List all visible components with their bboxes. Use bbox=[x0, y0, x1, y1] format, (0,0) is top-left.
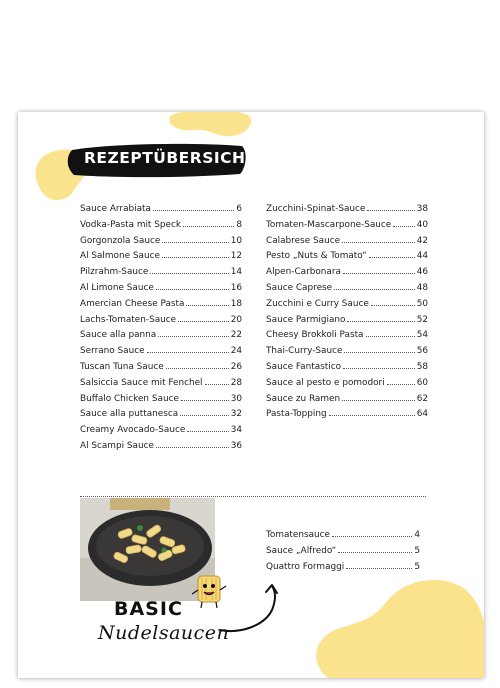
toc-entry-label: Calabrese Sauce bbox=[266, 235, 341, 246]
toc-entry bbox=[266, 394, 428, 410]
toc-entry-page-number: 6 bbox=[236, 204, 242, 214]
toc-leader-dots bbox=[150, 267, 228, 274]
toc-entry-page-number: 56 bbox=[416, 346, 428, 357]
toc-entry-page-number: 42 bbox=[416, 235, 428, 246]
toc-entry-page-number: 50 bbox=[416, 298, 428, 309]
toc-entry-page-number: 5 bbox=[414, 561, 420, 572]
toc-right-column bbox=[266, 204, 428, 425]
toc-leader-dots bbox=[343, 362, 415, 369]
toc-entry bbox=[80, 299, 242, 315]
toc-entry-page-number: 18 bbox=[230, 298, 242, 309]
toc-entry bbox=[266, 267, 428, 283]
toc-entry-page-number: 38 bbox=[416, 204, 428, 214]
toc-entry-label: Cheesy Brokkoli Pasta bbox=[266, 330, 364, 341]
toc-entry bbox=[266, 204, 428, 220]
toc-entry-page-number: 36 bbox=[230, 440, 242, 451]
toc-entry-page-number: 52 bbox=[416, 314, 428, 325]
toc-entry-page-number: 28 bbox=[230, 377, 242, 388]
yellow-blob-bottom-right bbox=[288, 578, 484, 678]
toc-entry-label: Alpen-Carbonara bbox=[266, 267, 341, 278]
toc-entry-label: Pilzrahm-Sauce bbox=[80, 267, 149, 278]
toc-entry bbox=[80, 441, 242, 457]
toc-entry-page-number: 34 bbox=[230, 425, 242, 436]
toc-leader-dots bbox=[181, 394, 229, 401]
toc-entry-page-number: 5 bbox=[414, 545, 420, 556]
toc-entry-page-number: 16 bbox=[230, 282, 242, 293]
toc-entry-label: Amercian Cheese Pasta bbox=[80, 298, 185, 309]
toc-leader-dots bbox=[178, 315, 229, 322]
toc-entry bbox=[80, 330, 242, 346]
toc-entry-page-number: 10 bbox=[230, 235, 242, 246]
toc-leader-dots bbox=[332, 530, 412, 537]
toc-entry-label: Sauce „Alfredo“ bbox=[266, 545, 337, 556]
toc-leader-dots bbox=[205, 378, 229, 385]
toc-leader-dots bbox=[329, 409, 415, 416]
toc-entry bbox=[266, 562, 420, 578]
toc-entry bbox=[266, 530, 420, 546]
yellow-blob-top-right bbox=[166, 112, 256, 144]
toc-leader-dots bbox=[369, 251, 415, 258]
toc-entry bbox=[266, 346, 428, 362]
toc-entry-page-number: 14 bbox=[230, 267, 242, 278]
curved-arrow-icon bbox=[214, 582, 294, 644]
toc-entry bbox=[266, 330, 428, 346]
toc-leader-dots bbox=[342, 236, 415, 243]
toc-leader-dots bbox=[334, 283, 415, 290]
toc-leader-dots bbox=[186, 299, 228, 306]
toc-entry-page-number: 60 bbox=[416, 377, 428, 388]
toc-entry bbox=[80, 362, 242, 378]
toc-entry-label: Al Limone Sauce bbox=[80, 282, 154, 293]
toc-entry-label: Pasta-Topping bbox=[266, 409, 327, 420]
toc-entry-label: Zucchini e Curry Sauce bbox=[266, 298, 369, 309]
toc-entry bbox=[266, 299, 428, 315]
toc-entry-page-number: 24 bbox=[230, 346, 242, 357]
toc-leader-dots bbox=[183, 220, 234, 227]
toc-entry-page-number: 44 bbox=[416, 251, 428, 262]
cookbook-page bbox=[18, 112, 484, 678]
toc-leader-dots bbox=[158, 330, 228, 337]
toc-entry bbox=[80, 425, 242, 441]
toc-leader-dots bbox=[347, 315, 414, 322]
toc-entry-label: Lachs-Tomaten-Sauce bbox=[80, 314, 177, 325]
toc-entry-page-number: 54 bbox=[416, 330, 428, 341]
toc-entry bbox=[266, 409, 428, 425]
toc-entry-page-number: 64 bbox=[416, 409, 428, 420]
toc-left-column bbox=[80, 204, 242, 457]
toc-entry-label: Vodka-Pasta mit Speck bbox=[80, 219, 181, 230]
toc-entry-label: Zucchini-Spinat-Sauce bbox=[266, 204, 366, 214]
toc-leader-dots bbox=[153, 204, 234, 211]
toc-entry-page-number: 58 bbox=[416, 361, 428, 372]
toc-entry bbox=[80, 409, 242, 425]
toc-entry-page-number: 26 bbox=[230, 361, 242, 372]
toc-entry bbox=[266, 251, 428, 267]
toc-entry bbox=[80, 378, 242, 394]
toc-entry-page-number: 22 bbox=[230, 330, 242, 341]
toc-entry bbox=[266, 378, 428, 394]
toc-entry-label: Creamy Avocado-Sauce bbox=[80, 425, 186, 436]
toc-leader-dots bbox=[366, 330, 415, 337]
toc-entry bbox=[266, 283, 428, 299]
toc-entry-label: Sauce zu Ramen bbox=[266, 393, 341, 404]
toc-entry bbox=[80, 220, 242, 236]
toc-entry-page-number: 46 bbox=[416, 267, 428, 278]
toc-entry bbox=[80, 204, 242, 220]
toc-entry bbox=[266, 362, 428, 378]
toc-entry-label: Sauce Fantastico bbox=[266, 361, 342, 372]
toc-entry bbox=[266, 315, 428, 331]
toc-entry bbox=[80, 346, 242, 362]
toc-leader-dots bbox=[342, 394, 415, 401]
toc-entry-label: Salsiccia Sauce mit Fenchel bbox=[80, 377, 203, 388]
toc-leader-dots bbox=[371, 299, 415, 306]
toc-entry-label: Al Scampi Sauce bbox=[80, 440, 154, 451]
toc-leader-dots bbox=[343, 267, 415, 274]
toc-entry bbox=[80, 236, 242, 252]
toc-leader-dots bbox=[162, 236, 228, 243]
toc-entry-label: Sauce al pesto e pomodori bbox=[266, 377, 385, 388]
toc-entry-label: Pesto „Nuts & Tomato“ bbox=[266, 251, 367, 262]
toc-entry-label: Thai-Curry-Sauce bbox=[266, 346, 343, 357]
toc-leader-dots bbox=[387, 378, 415, 385]
toc-entry bbox=[80, 315, 242, 331]
toc-entry-label: Sauce Parmigiano bbox=[266, 314, 346, 325]
toc-entry-label: Buffalo Chicken Sauce bbox=[80, 393, 179, 404]
toc-entry bbox=[80, 267, 242, 283]
basic-section-title: BASIC bbox=[114, 598, 183, 620]
toc-leader-dots bbox=[393, 220, 414, 227]
toc-entry bbox=[266, 546, 420, 562]
toc-leader-dots bbox=[156, 441, 229, 448]
toc-entry-page-number: 30 bbox=[230, 393, 242, 404]
toc-entry-label: Tomaten-Mascarpone-Sauce bbox=[266, 219, 392, 230]
toc-leader-dots bbox=[147, 346, 229, 353]
toc-entry-page-number: 12 bbox=[230, 251, 242, 262]
toc-entry-page-number: 62 bbox=[416, 393, 428, 404]
toc-entry-label: Tuscan Tuna Sauce bbox=[80, 361, 164, 372]
toc-entry-label: Serrano Sauce bbox=[80, 346, 145, 357]
basic-section-subtitle: Nudelsaucen bbox=[98, 622, 230, 644]
toc-entry bbox=[266, 236, 428, 252]
toc-entry-label: Sauce Caprese bbox=[266, 282, 333, 293]
toc-entry bbox=[266, 220, 428, 236]
toc-leader-dots bbox=[338, 546, 412, 553]
toc-entry-label: Sauce alla puttanesca bbox=[80, 409, 179, 420]
toc-entry bbox=[80, 283, 242, 299]
toc-entry-page-number: 40 bbox=[416, 219, 428, 230]
toc-entry-page-number: 20 bbox=[230, 314, 242, 325]
toc-entry-label: Tomatensauce bbox=[266, 530, 331, 540]
toc-entry-label: Al Salmone Sauce bbox=[80, 251, 160, 262]
toc-entry bbox=[80, 251, 242, 267]
toc-entry-page-number: 4 bbox=[414, 530, 420, 540]
toc-leader-dots bbox=[367, 204, 414, 211]
toc-leader-dots bbox=[162, 251, 229, 258]
section-divider bbox=[80, 496, 426, 497]
toc-leader-dots bbox=[344, 346, 414, 353]
toc-leader-dots bbox=[346, 562, 412, 569]
page-title: REZEPTÜBERSICHT bbox=[84, 149, 257, 167]
toc-leader-dots bbox=[180, 409, 229, 416]
toc-leader-dots bbox=[156, 283, 229, 290]
toc-entry-label: Quattro Formaggi bbox=[266, 561, 345, 572]
toc-entry-page-number: 48 bbox=[416, 282, 428, 293]
basic-items-list bbox=[266, 530, 420, 577]
toc-entry bbox=[80, 394, 242, 410]
toc-entry-page-number: 32 bbox=[230, 409, 242, 420]
toc-entry-label: Sauce alla panna bbox=[80, 330, 157, 341]
toc-entry-label: Sauce Arrabiata bbox=[80, 204, 151, 214]
toc-leader-dots bbox=[187, 425, 228, 432]
toc-entry-page-number: 8 bbox=[236, 219, 242, 230]
toc-leader-dots bbox=[166, 362, 229, 369]
toc-entry-label: Gorgonzola Sauce bbox=[80, 235, 161, 246]
